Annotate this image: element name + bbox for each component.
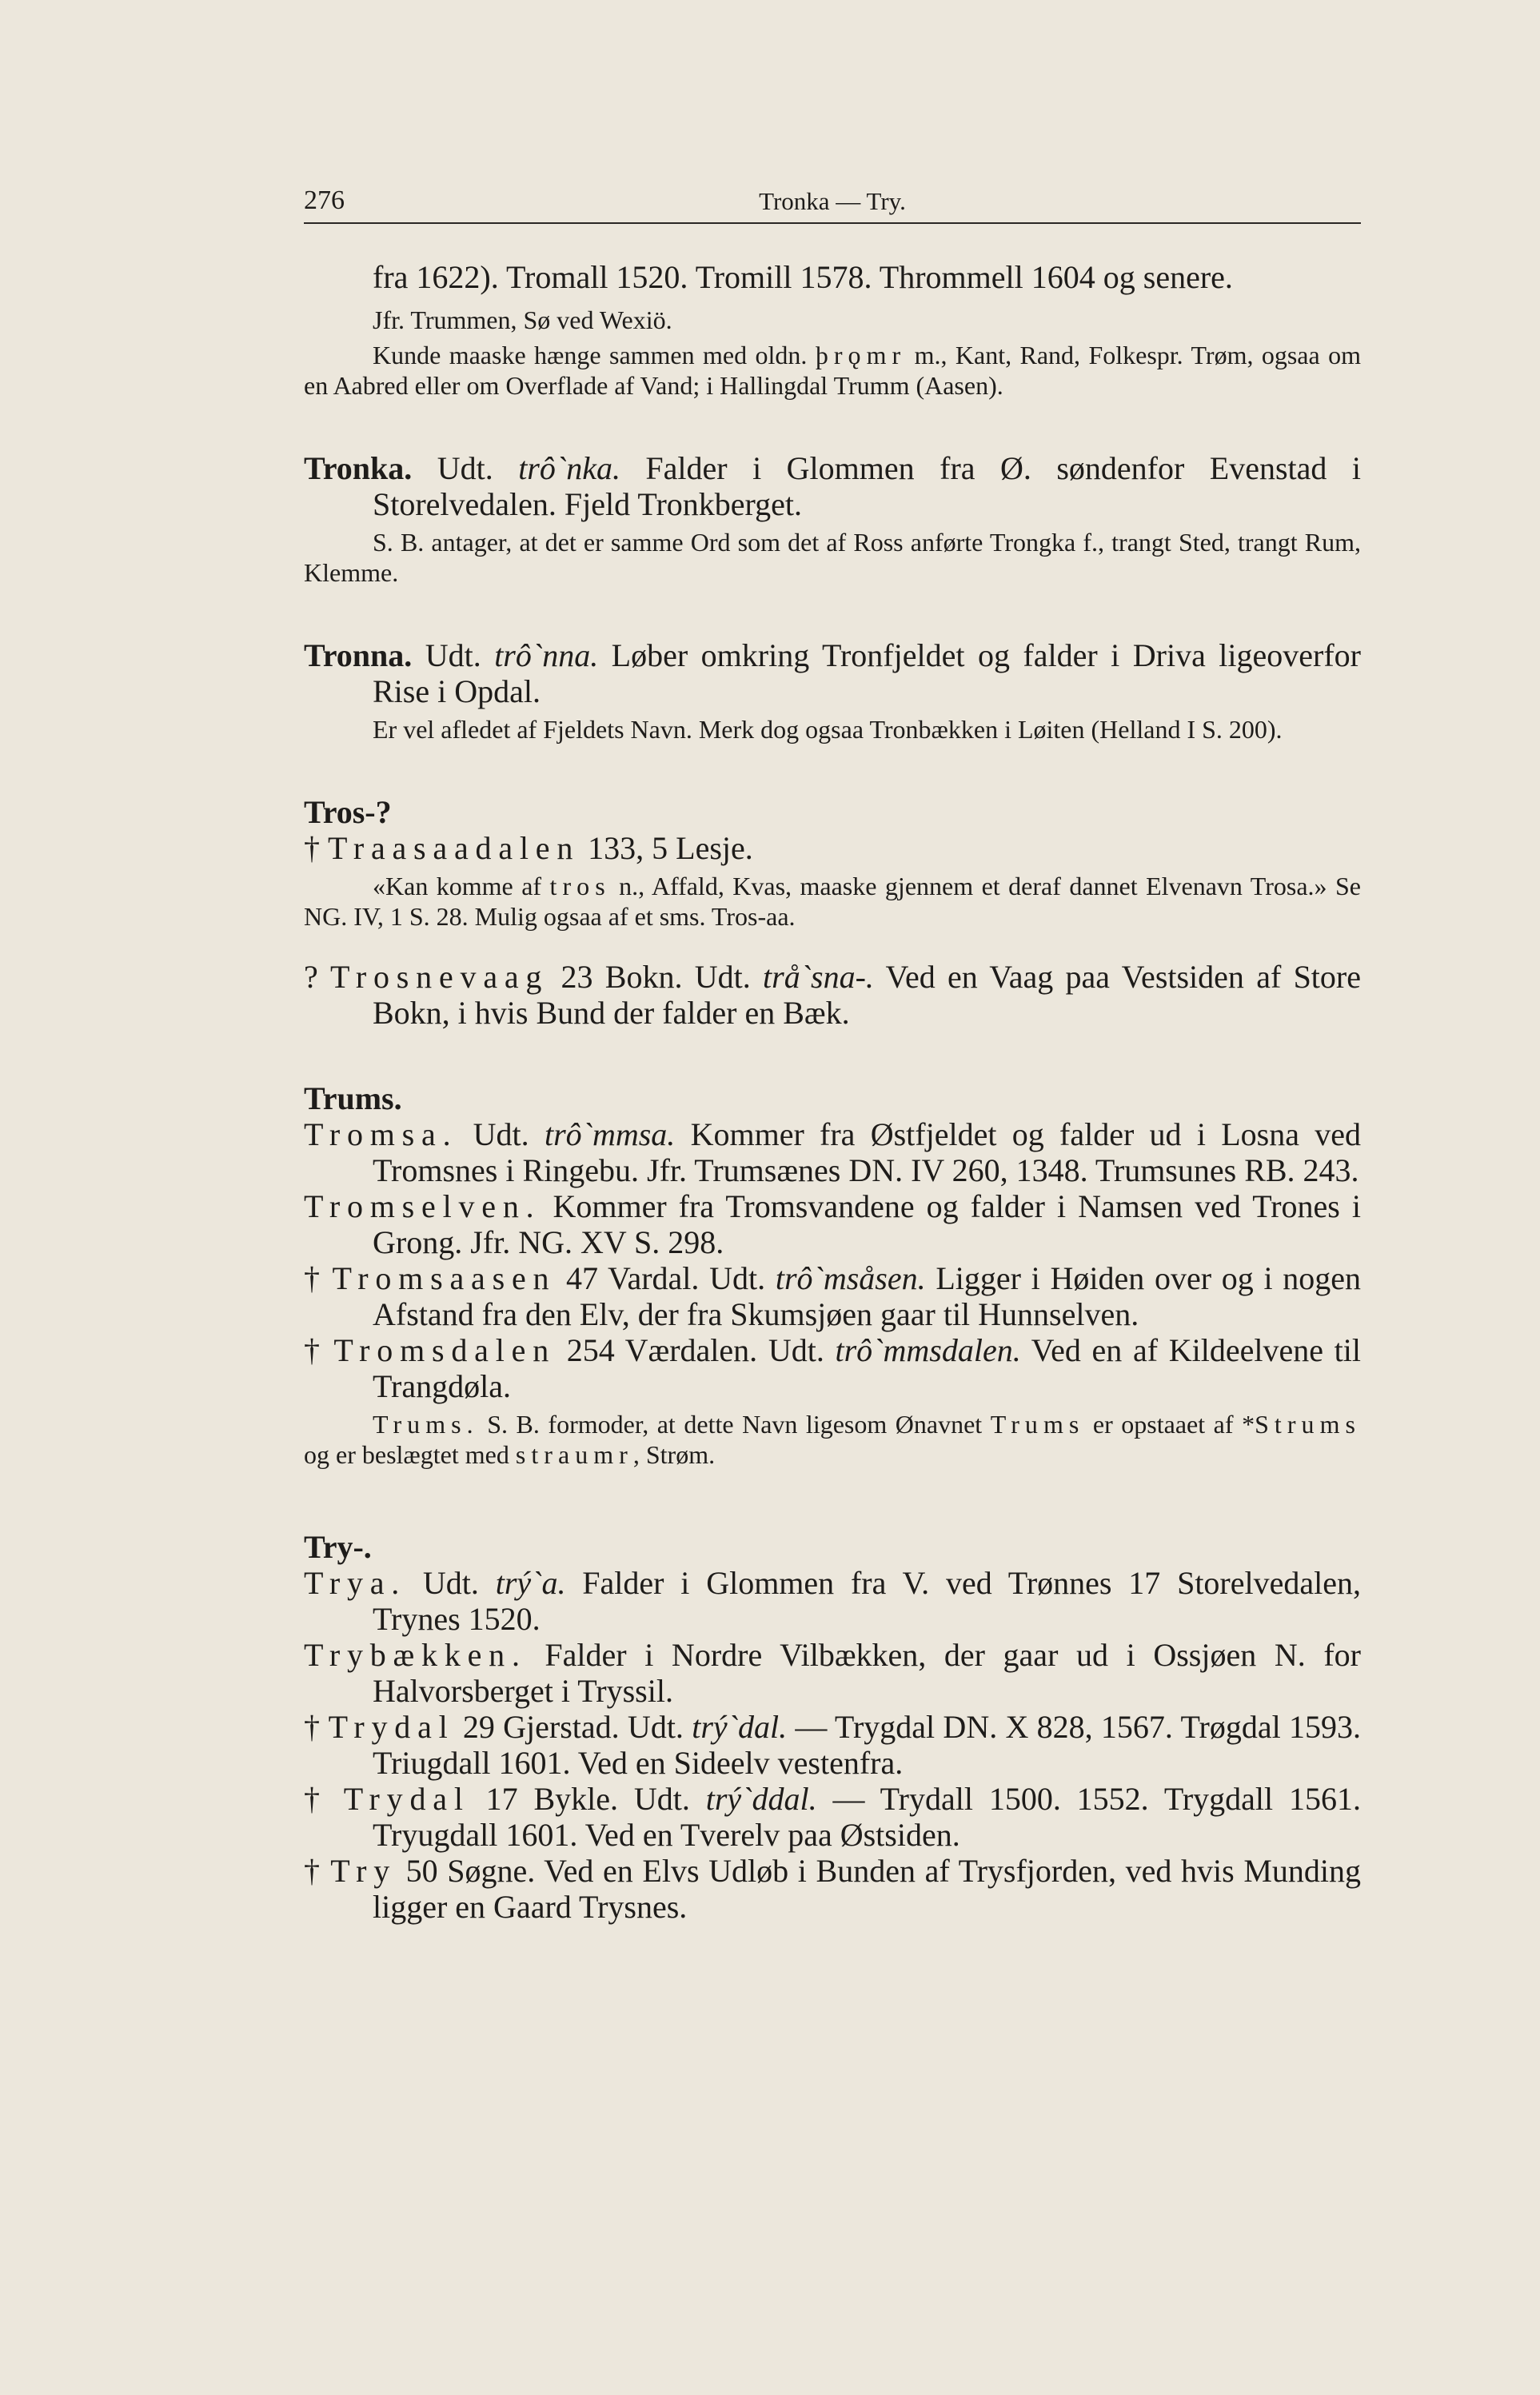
entry-tronna-note: Er vel afledet af Fjeldets Navn. Merk dog ogsaa Tronbækken i Løiten (Helland I S. 200). [373,715,1283,744]
entry-tronna-text [304,637,1361,709]
entry-trosnevaag [304,959,1361,1031]
headword-tromsdalen: Tromsdalen [333,1332,557,1368]
headword-tromsa: Tromsa. [304,1116,458,1152]
page-body [304,224,1361,1925]
entry-trydal-gjerstad [304,1709,1361,1781]
entry-trybaekken [304,1637,1361,1709]
entry-tromsa [304,1116,1361,1188]
entry-tronna [304,637,1361,744]
entry-trydal-bykle [304,1781,1361,1853]
section-heading-tros: Tros-? [304,794,392,830]
book-page [304,182,1361,1925]
entry-tromselven-desc: Kommer fra Tromsvandene og falder i Namsen ved Trones i Grong. Jfr. NG. XV S. 298. [373,1188,1361,1260]
entry-tromsaasen-desc: Ligger i Høiden over og i nogen Afstand fra den Elv, der fra Skumsjøen gaar til Hunnselven. [373,1260,1362,1332]
obsolete-mark: † [304,1260,333,1296]
headword-tromselven: Tromselven. [304,1188,541,1224]
entry-trydal-bykle-desc: — Trydall 1500. 1552. Trygdall 1561. Tryugdall 1601. Ved en Tverelv paa Østsiden. [373,1781,1362,1853]
entry-tromselven [304,1188,1361,1260]
entry-tronka-text [304,450,1361,522]
note-part-1: «Kan komme af [373,872,550,900]
obsolete-mark: † [304,1332,334,1368]
entry-tronka-note: S. B. antager, at det er samme Ord som det af Ross anførte Trongka f., trangt Sted, trangt Rum, Klemme. [304,528,1361,587]
obsolete-mark: † [304,1853,331,1889]
pronunciation-trosnevaag: trå`sna-. [763,959,874,995]
headword-trya: Trya. [304,1565,407,1601]
entry-traasaadalen-note [304,871,1361,932]
note-part-4: er opstaaet af * [1084,1410,1255,1439]
pronunciation-tromsaasen: trô`msåsen. [775,1260,926,1296]
note-word-trums-island: Trums [990,1410,1085,1439]
entry-tromsaasen [304,1260,1361,1332]
note-part-6: og er beslægtet med [304,1440,516,1469]
headword-trydal-bykle: Trydal [343,1781,470,1817]
uncertain-mark: ? [304,959,331,995]
section-try [304,1529,1361,1925]
entry-trosnevaag-desc: Ved en Vaag paa Vestsiden af Store Bokn, i hvis Bund der falder en Bæk. [373,959,1361,1031]
intro-continuation: fra 1622). Tromall 1520. Tromill 1578. Thrommell 1604 og senere. [373,259,1233,295]
note-word-tros: tros [549,872,611,900]
entry-traasaadalen-desc: 133, 5 Lesje. [580,830,753,866]
entry-trosnevaag-udt: 23 Bokn. Udt. [549,959,764,995]
obsolete-mark: † [304,830,328,866]
page-number: 276 [304,186,345,215]
headword-traasaadalen: Traasaadalen [328,830,580,866]
entry-tromsdalen-udt: 254 Værdalen. Udt. [556,1332,836,1368]
pronunciation-tronka: trô`nka. [518,450,620,486]
note-word-straumr: straumr [515,1440,633,1469]
pronunciation-trya: trý`a. [495,1565,566,1601]
section-heading-try: Try-. [304,1529,372,1565]
headword-trosnevaag: Trosnevaag [330,959,549,995]
note-part-3: n., Affald, Kvas, maaske gjennem et deraf dannet Elvenavn Trosa.» Se NG. IV, 1 S. 28. Mulig ogsaa af et sms. Tros-aa. [304,872,1362,931]
entry-tromsa-desc: Kommer fra Østfjeldet og falder ud i Losna ved Tromsnes i Ringebu. Jfr. Trumsænes DN. IV 260, 1348. Trumsunes RB. 243. [373,1116,1362,1188]
running-header [304,182,1361,224]
intro-note-2 [304,340,1361,401]
headword-tronka: Tronka. [304,450,413,486]
entry-tronna-udt: Udt. [412,637,495,673]
note-part-2: S. B. formoder, at dette Navn ligesom Ønavnet [478,1410,991,1439]
entry-traasaadalen [304,830,1361,866]
intro-note-1: Jfr. Trummen, Sø ved Wexiö. [373,305,672,334]
entry-try-desc: 50 Søgne. Ved en Elvs Udløb i Bunden af Trysfjorden, ved hvis Munding ligger en Gaard Trysnes. [373,1853,1361,1925]
pronunciation-tronna: trô`nna. [494,637,599,673]
section-trums-note [304,1409,1361,1470]
entry-trya-udt: Udt. [406,1565,496,1601]
headword-tronna: Tronna. [304,637,413,673]
note-word-trums: Trums. [373,1410,479,1439]
entry-trydal-bykle-udt: 17 Bykle. Udt. [469,1781,706,1817]
entry-trydal-gjerstad-udt: 29 Gjerstad. Udt. [454,1709,692,1745]
running-title: Tronka — Try. [759,187,906,215]
entry-tromsdalen-desc: Ved en af Kildeelvene til Trangdøla. [373,1332,1361,1404]
section-tros [304,794,1361,1031]
headword-tromsaasen: Tromsaasen [332,1260,557,1296]
headword-try: Try [330,1853,397,1889]
entry-tronka-udt: Udt. [412,450,519,486]
entry-trybaekken-desc: Falder i Nordre Vilbækken, der gaar ud i Ossjøen N. for Halvorsberget i Tryssil. [373,1637,1361,1709]
entry-try [304,1853,1361,1925]
entry-tromsaasen-udt: 47 Vardal. Udt. [556,1260,776,1296]
entry-tronka [304,450,1361,588]
pronunciation-trydal-gjerstad: trý`dal. [692,1709,788,1745]
entry-tronka-desc: Falder i Glommen fra Ø. søndenfor Evenstad i Storelvedalen. Fjeld Tronkberget. [373,450,1361,522]
headword-trybaekken: Trybækken. [304,1637,527,1673]
headword-trydal-gjerstad: Trydal [328,1709,455,1745]
intro-note-2-word: þrǫmr [815,341,907,369]
section-trums [304,1080,1361,1470]
obsolete-mark: † [304,1709,329,1745]
entry-tromsdalen [304,1332,1361,1404]
intro-note-2-c: m., Kant, Rand, Folkespr. Trøm, ogsaa om en Aabred eller om Overflade af Vand; i Hallingdal Trumm (Aasen). [304,341,1362,400]
entry-tromsa-udt: Udt. [457,1116,545,1152]
entry-trya-desc: Falder i Glommen fra V. ved Trønnes 17 Storelvedalen, Trynes 1520. [373,1565,1361,1637]
entry-trya [304,1565,1361,1637]
entry-tronna-desc: Løber omkring Tronfjeldet og falder i Driva ligeoverfor Rise i Opdal. [373,637,1361,709]
pronunciation-tromsa: trô`mmsa. [544,1116,676,1152]
note-word-strums: Strums [1255,1410,1362,1439]
note-part-8: , Strøm. [632,1440,716,1469]
section-heading-trums: Trums. [304,1080,402,1116]
obsolete-mark: † [304,1781,344,1817]
intro-note-2-a: Kunde maaske hænge sammen med oldn. [373,341,816,369]
pronunciation-trydal-bykle: trý`ddal. [705,1781,817,1817]
entry-trydal-gjerstad-desc: — Trygdal DN. X 828, 1567. Trøgdal 1593. Triugdall 1601. Ved en Sideelv vestenfra. [373,1709,1361,1781]
pronunciation-tromsdalen: trô`mmsdalen. [835,1332,1021,1368]
